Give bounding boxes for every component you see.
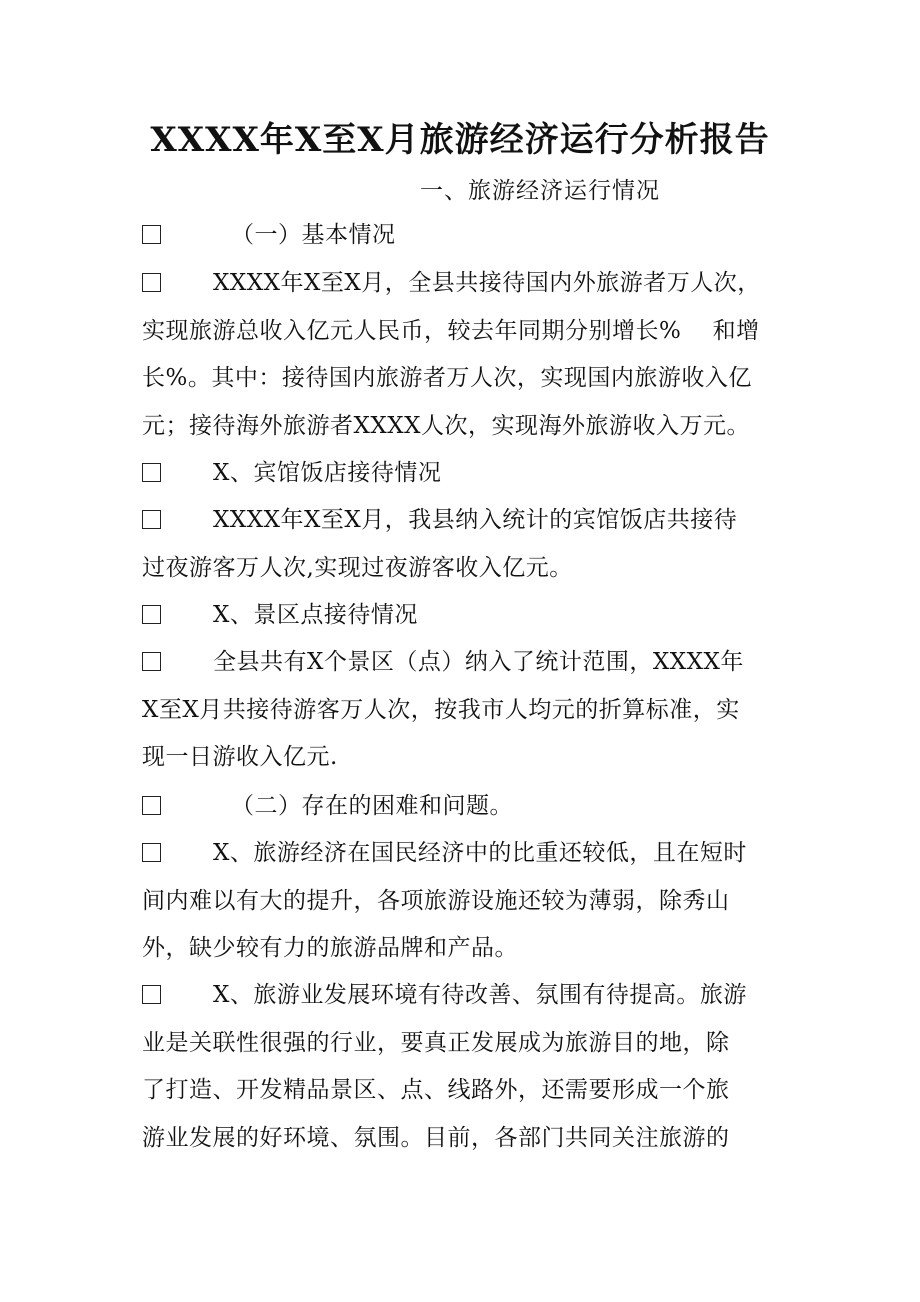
line-text: X至X月共接待游客万人次，按我市人均元的折算标准，实 xyxy=(142,696,740,723)
line-text: XXXX年X至X月，全县共接待国内外旅游者万人次， xyxy=(213,270,761,296)
line-text: 业是关联性很强的行业，要真正发展成为旅游目的地，除 xyxy=(142,1029,730,1056)
line-text: 长%。其中：接待国内旅游者万人次，实现国内旅游收入亿 xyxy=(142,365,752,391)
paragraph-line xyxy=(142,830,782,878)
paragraph-line xyxy=(142,734,782,782)
line-text: XXXX年X至X月，我县纳入统计的宾馆饭店共接待 xyxy=(213,507,738,533)
checkbox-icon xyxy=(142,510,161,529)
paragraph xyxy=(142,592,782,640)
line-text: X、旅游业发展环境有待改善、氛围有待提高。旅游 xyxy=(213,982,747,1008)
paragraph xyxy=(142,972,782,1162)
checkbox-icon xyxy=(142,652,161,671)
line-text: （一）基本情况 xyxy=(231,222,396,248)
line-text: 实现旅游总收入亿元人民币，较去年同期分别增长% 和增 xyxy=(142,317,760,344)
paragraph xyxy=(142,450,782,498)
checkbox-icon xyxy=(142,843,161,862)
paragraph-line xyxy=(142,403,782,451)
line-text: 游业发展的好环境、氛围。目前，各部门共同关注旅游的 xyxy=(142,1124,730,1151)
paragraph-line xyxy=(142,972,782,1020)
checkbox-icon xyxy=(142,605,161,624)
paragraph-line xyxy=(142,497,782,545)
paragraph-line xyxy=(142,687,782,735)
paragraph-line xyxy=(142,260,782,308)
checkbox-icon xyxy=(142,273,161,292)
paragraph xyxy=(142,212,782,260)
paragraph-line xyxy=(142,783,782,831)
paragraph-line xyxy=(142,1115,782,1163)
checkbox-icon xyxy=(142,463,161,482)
paragraph-line xyxy=(142,212,782,260)
line-text: 全县共有X个景区（点）纳入了统计范围，XXXX年 xyxy=(213,649,744,675)
paragraph-line xyxy=(142,1067,782,1115)
line-text: 了打造、开发精品景区、点、线路外，还需要形成一个旅 xyxy=(142,1077,730,1103)
checkbox-icon xyxy=(142,225,161,244)
section-heading: 一、旅游经济运行情况 xyxy=(420,178,660,204)
paragraph-line xyxy=(142,878,782,926)
line-text: 外，缺少较有力的旅游品牌和产品。 xyxy=(142,935,518,961)
line-text: X、宾馆饭店接待情况 xyxy=(213,460,442,486)
paragraph-line xyxy=(142,355,782,403)
line-text: 间内难以有大的提升，各项旅游设施还较为薄弱，除秀山 xyxy=(142,887,730,914)
paragraph xyxy=(142,260,782,450)
paragraph-line xyxy=(142,450,782,498)
line-text: 元；接待海外旅游者XXXX人次，实现海外旅游收入万元。 xyxy=(142,412,750,439)
paragraph-line xyxy=(142,592,782,640)
line-text: 现一日游收入亿元. xyxy=(142,744,338,770)
paragraph-line xyxy=(142,925,782,973)
checkbox-icon xyxy=(142,985,161,1004)
line-text: X、景区点接待情况 xyxy=(213,602,418,628)
paragraph-line xyxy=(142,308,782,356)
checkbox-icon xyxy=(142,796,161,815)
paragraph xyxy=(142,783,782,831)
line-text: （二）存在的困难和问题。 xyxy=(231,793,513,819)
paragraph xyxy=(142,497,782,592)
paragraph xyxy=(142,639,782,782)
paragraph-line xyxy=(142,545,782,593)
line-text: X、旅游经济在国民经济中的比重还较低，且在短时 xyxy=(213,840,747,866)
document-title: XXXX年X至X月旅游经济运行分析报告 xyxy=(150,120,770,160)
paragraph-line xyxy=(142,639,782,687)
paragraph xyxy=(142,830,782,973)
paragraph-line xyxy=(142,1020,782,1068)
line-text: 过夜游客万人次,实现过夜游客收入亿元。 xyxy=(142,554,573,581)
